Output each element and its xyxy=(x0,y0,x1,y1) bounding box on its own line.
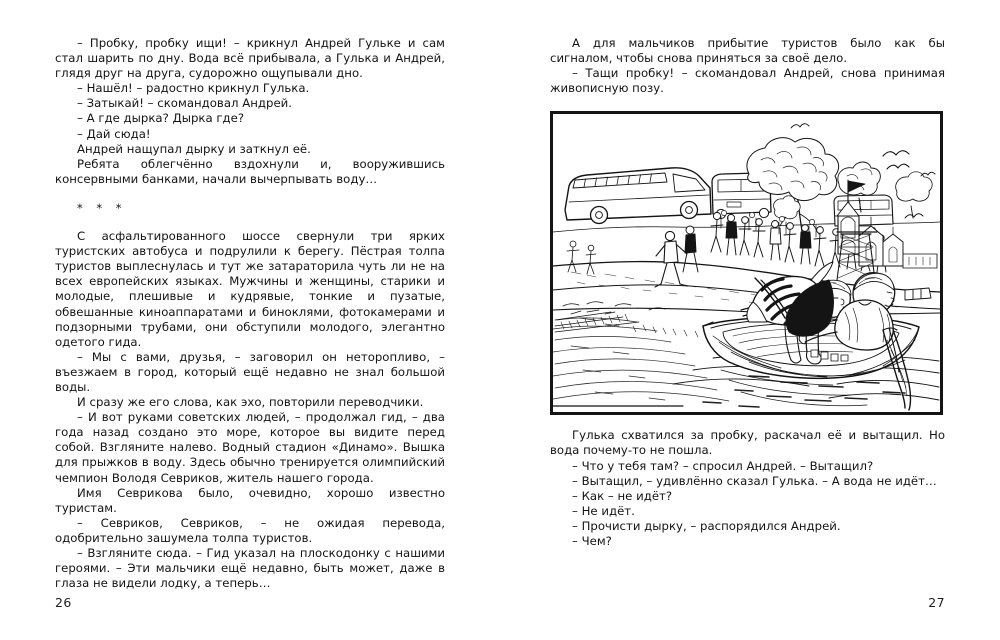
paragraph: С асфальтированного шоссе свернули три ярких туристских автобуса и подрулили к берегу. Пёстрая толпа туристов выплеснулась и тут же затараторила чуть ли не на всех европейских языках. Мужчины и женщины, старики и молодые, плешивые и кудрявые, тонкие и пузатые, обвешанные киноаппаратами и биноклями, фотокамерами и подзорными трубами, они обступили молодого, элегантно одетого гида. xyxy=(55,229,445,349)
paragraph: – Что у тебя там? – спросил Андрей. – Вытащил? xyxy=(572,458,874,473)
right-column-text-top xyxy=(550,36,945,96)
left-column-text xyxy=(55,36,445,591)
paragraph: – Мы с вами, друзья, – заговорил он неторопливо, – въезжаем в город, который ещё недавно не знал большой воды. xyxy=(55,349,445,394)
right-column-text-bottom xyxy=(550,428,945,549)
page-number-left: 26 xyxy=(55,595,72,610)
paragraph: А для мальчиков прибытие туристов было как бы сигналом, чтобы снова приняться за своё дело. xyxy=(550,36,945,66)
page-right xyxy=(500,0,1000,640)
paragraph: – Чем? xyxy=(572,534,612,549)
paragraph: – Затыкай! – скомандовал Андрей. xyxy=(77,96,293,111)
paragraph: – Не идёт. xyxy=(572,503,635,518)
paragraph: Гулька схватился за пробку, раскачал её и вытащил. Но вода почему-то не пошла. xyxy=(550,428,945,458)
page-number-right: 27 xyxy=(928,595,945,610)
paragraph: – И вот руками советских людей, – продолжал гид, – два года назад создано это море, которое вы видите перед собой. Взгляните налево. Водный стадион «Динамо». Вышка для прыжков в воду. Здесь обычно тренируется олимпийский чемпион Володя Севриков, житель нашего города. xyxy=(55,410,445,485)
illustration-figure xyxy=(550,111,943,415)
paragraph: Андрей нащупал дырку и заткнул её. xyxy=(77,141,311,156)
paragraph: Имя Севрикова было, очевидно, хорошо известно туристам. xyxy=(55,485,445,515)
illustration-drawing xyxy=(553,114,940,412)
paragraph: – Взгляните сюда. – Гид указал на плоскодонку с нашими героями. – Эти мальчики ещё недавно, быть может, даже в глаза не видели лодку, а теперь… xyxy=(55,546,445,591)
paragraph: – Как – не идёт? xyxy=(572,488,673,503)
paragraph: – Нашёл! – радостно крикнул Гулька. xyxy=(77,81,310,96)
paragraph: – Пробку, пробку ищи! – крикнул Андрей Гульке и сам стал шарить по дну. Вода всё прибывала, а Гулька и Андрей, глядя друг на друга, судорожно ощупывали дно. xyxy=(55,36,445,81)
paragraph: – Тащи пробку! – скомандовал Андрей, снова принимая живописную позу. xyxy=(550,66,945,96)
paragraph: Ребята облегчённо вздохнули и, вооружившись консервными банками, начали вычерпывать воду… xyxy=(55,156,445,186)
paragraph: – Дай сюда! xyxy=(77,126,151,141)
section-divider: * * * xyxy=(77,200,127,215)
paragraph: И сразу же его слова, как эхо, повторили переводчики. xyxy=(77,395,424,410)
paragraph: – Вытащил, – удивлённо сказал Гулька. – А вода не идёт… xyxy=(572,473,937,488)
paragraph: – А где дырка? Дырка где? xyxy=(77,111,245,126)
tourist-bus xyxy=(565,168,711,224)
paragraph: – Севриков, Севриков, – не ожидая перевода, одобрительно зашумела толпа туристов. xyxy=(55,515,445,545)
paragraph: – Прочисти дырку, – распорядился Андрей. xyxy=(572,518,841,533)
